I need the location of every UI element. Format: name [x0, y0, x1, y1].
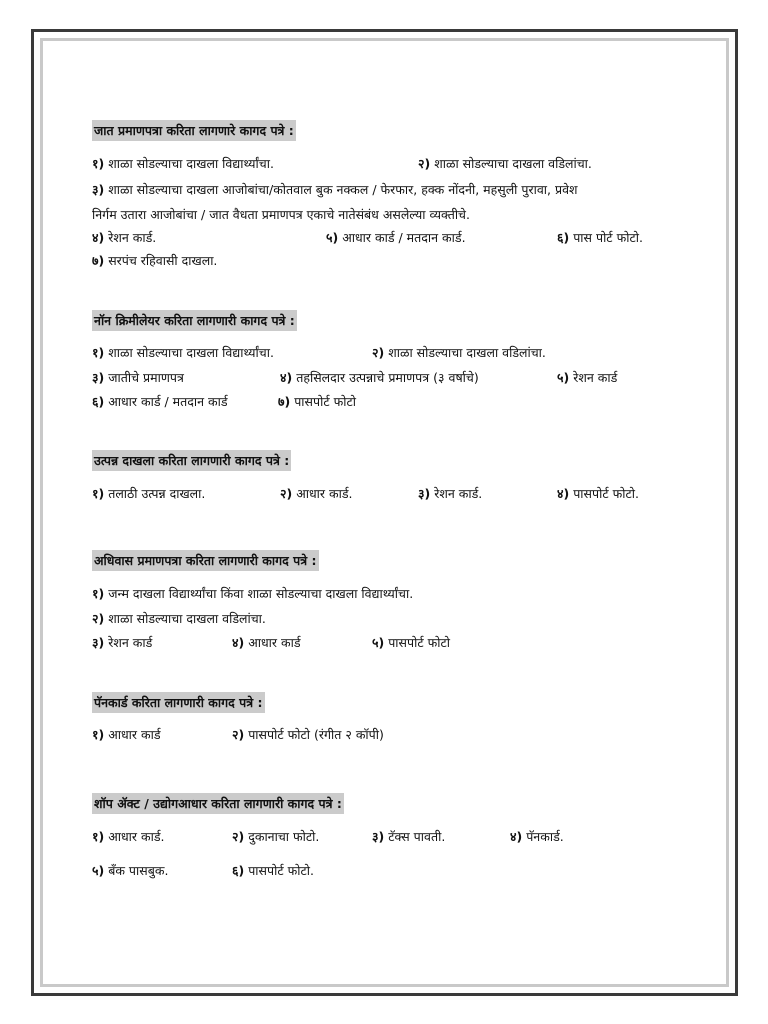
section-heading-shop-act: शॉप ॲक्ट / उद्योगआधार करिता लागणारी कागद पत्रे :: [92, 793, 344, 814]
list-item: ३) शाळा सोडल्याचा दाखला आजोबांचा/कोतवाल बुक नक्कल / फेरफार, हक्क नोंदनी, महसुली पुरावा, प्रवेश: [92, 182, 578, 197]
list-item: २) शाळा सोडल्याचा दाखला वडिलांचा.: [418, 156, 592, 171]
list-item: ३) टॅक्स पावती.: [372, 829, 446, 844]
list-item: २) दुकानाचा फोटो.: [232, 829, 320, 844]
list-item: २) शाळा सोडल्याचा दाखला वडिलांचा.: [92, 611, 266, 626]
page-border: [31, 29, 738, 996]
list-item: १) आधार कार्ड: [92, 727, 161, 742]
list-item: १) शाळा सोडल्याचा दाखला विद्यार्थ्यांचा.: [92, 345, 274, 360]
list-item: १) आधार कार्ड.: [92, 829, 165, 844]
section-heading-income-certificate: उत्पन्न दाखला करिता लागणारी कागद पत्रे :: [92, 450, 291, 471]
list-item: ७) पासपोर्ट फोटो: [278, 394, 357, 409]
list-item: ३) रेशन कार्ड.: [418, 486, 483, 501]
list-item: ४) पॅनकार्ड.: [510, 829, 564, 844]
section-heading-caste-certificate: जात प्रमाणपत्रा करिता लागणारे कागद पत्रे :: [92, 120, 296, 141]
list-item: ४) रेशन कार्ड.: [92, 230, 157, 245]
list-item: ३) रेशन कार्ड: [92, 635, 153, 650]
list-item: ५) रेशन कार्ड: [557, 370, 618, 385]
list-item: ६) पासपोर्ट फोटो.: [232, 863, 314, 878]
list-item: २) शाळा सोडल्याचा दाखला वडिलांचा.: [372, 345, 546, 360]
list-item: १) जन्म दाखला विद्यार्थ्यांचा किंवा शाळा सोडल्याचा दाखला विद्यार्थ्यांचा.: [92, 586, 414, 601]
list-item: ५) आधार कार्ड / मतदान कार्ड.: [326, 230, 466, 245]
list-item: १) तलाठी उत्पन्न दाखला.: [92, 486, 206, 501]
section-heading-domicile-certificate: अधिवास प्रमाणपत्रा करिता लागणारी कागद पत्रे :: [92, 550, 319, 571]
list-item: ६) पास पोर्ट फोटो.: [557, 230, 643, 245]
list-item: ४) आधार कार्ड: [232, 635, 301, 650]
list-item: ७) सरपंच रहिवासी दाखला.: [92, 253, 218, 268]
list-item: ५) बँक पासबुक.: [92, 863, 169, 878]
list-item: ४) तहसिलदार उत्पन्नाचे प्रमाणपत्र (३ वर्षाचे): [280, 370, 479, 385]
list-item: ५) पासपोर्ट फोटो: [372, 635, 451, 650]
list-item: ४) पासपोर्ट फोटो.: [557, 486, 639, 501]
list-item-continuation: निर्गम उतारा आजोबांचा / जात वैधता प्रमाणपत्र एकाचे नातेसंबंध असलेल्या व्यक्तीचे.: [92, 207, 470, 222]
list-item: १) शाळा सोडल्याचा दाखला विद्यार्थ्यांचा.: [92, 156, 274, 171]
list-item: ६) आधार कार्ड / मतदान कार्ड: [92, 394, 228, 409]
section-heading-non-creamy-layer: नॉन क्रिमीलेयर करिता लागणारी कागद पत्रे :: [92, 310, 297, 331]
list-item: २) आधार कार्ड.: [280, 486, 353, 501]
list-item: २) पासपोर्ट फोटो (रंगीत २ कॉपी): [232, 727, 384, 742]
list-item: ३) जातीचे प्रमाणपत्र: [92, 370, 184, 385]
section-heading-pan-card: पॅनकार्ड करिता लागणारी कागद पत्रे :: [92, 692, 265, 713]
